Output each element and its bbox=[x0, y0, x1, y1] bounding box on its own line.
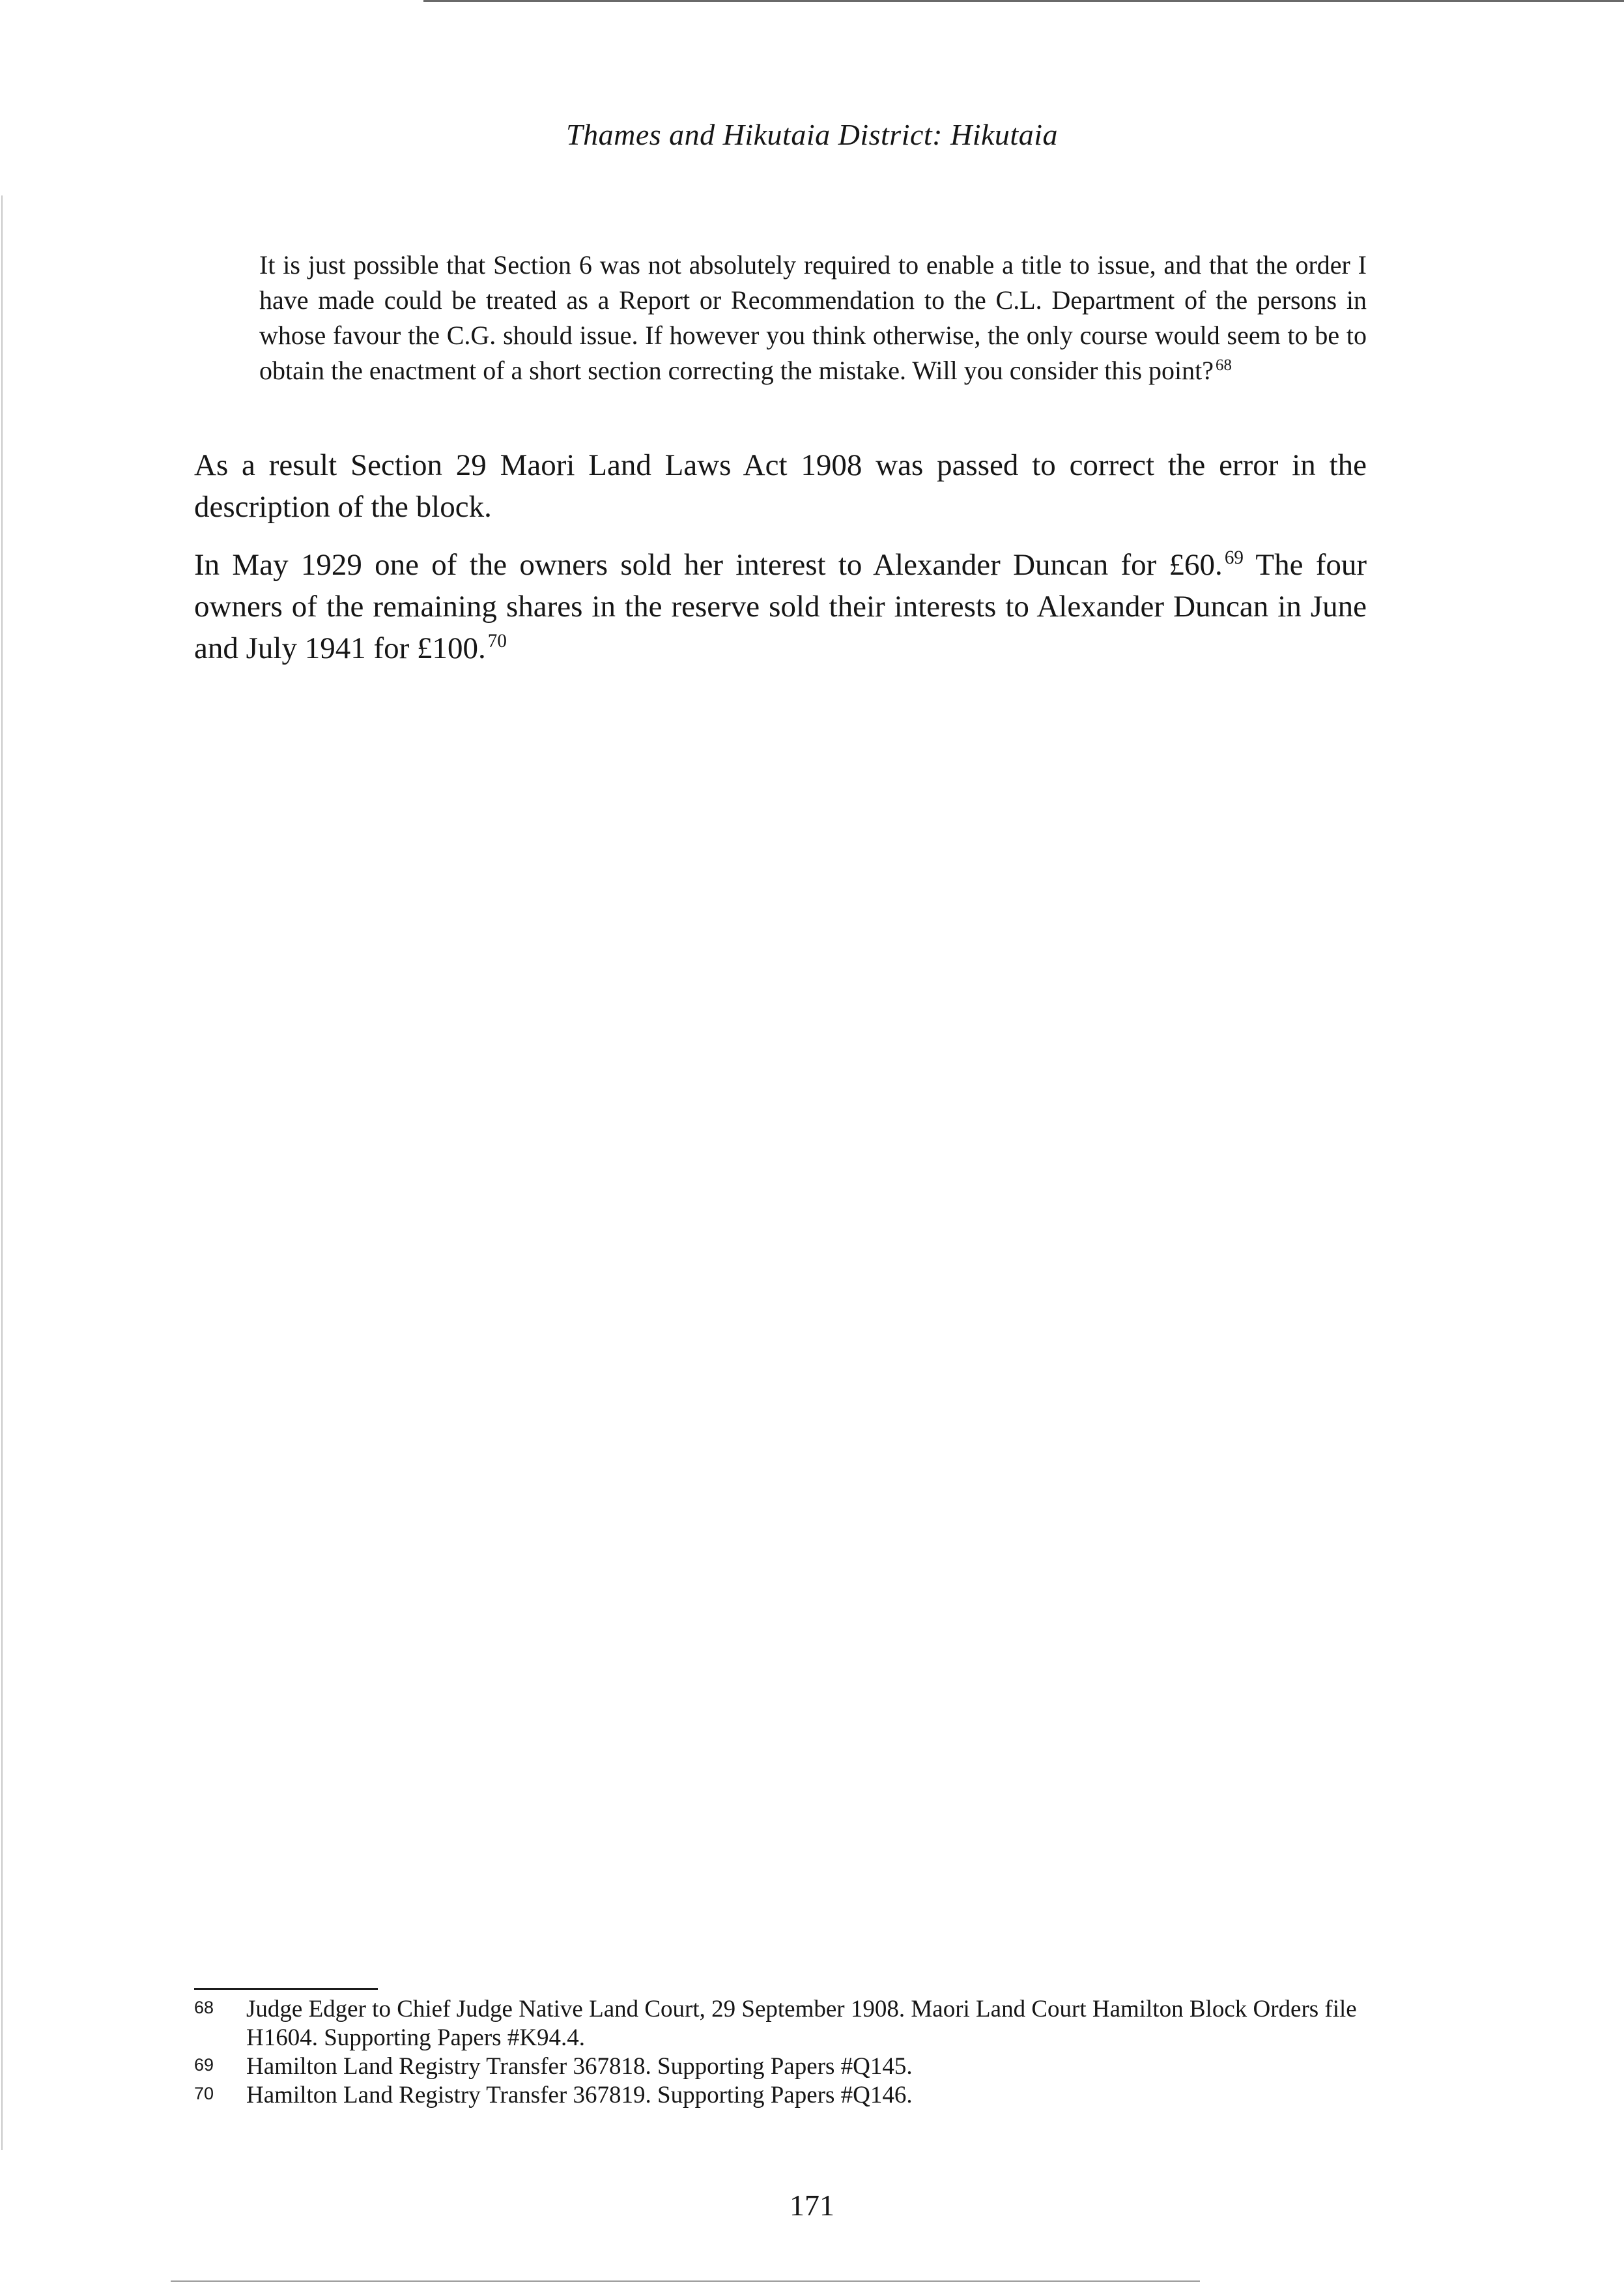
footnote-number: 70 bbox=[194, 2084, 214, 2103]
footnote-70 bbox=[194, 2081, 1380, 2110]
body-paragraph-text: As a result Section 29 Maori Land Laws Act 1908 was passed to correct the error in the description of the block. bbox=[194, 448, 1367, 524]
footnote-number: 69 bbox=[194, 2055, 214, 2075]
footnote-68 bbox=[194, 1995, 1380, 2052]
footnote-69 bbox=[194, 2052, 1380, 2081]
body-paragraph bbox=[194, 544, 1367, 669]
block-quote bbox=[259, 248, 1367, 388]
bottom-page-edge-rule bbox=[171, 2280, 1200, 2282]
body-paragraph bbox=[194, 444, 1367, 528]
footnote-ref-70[interactable]: 70 bbox=[487, 631, 507, 652]
footnote-text: Hamilton Land Registry Transfer 367819. Supporting Papers #Q146. bbox=[246, 2082, 913, 2108]
footnote-ref-68[interactable]: 68 bbox=[1216, 356, 1232, 374]
footnote-number: 68 bbox=[194, 1998, 214, 2017]
body-paragraph-text: In May 1929 one of the owners sold her interest to Alexander Duncan for £60. bbox=[194, 548, 1223, 582]
left-page-edge bbox=[1, 195, 3, 2150]
top-page-edge-rule bbox=[423, 0, 1624, 2]
block-quote-text: It is just possible that Section 6 was not absolutely required to enable a title to issue, and that the order I have made could be treated as a Report or Recommendation to the C.L. Department of the persons in whose favour the C.G. should issue. If however you think otherwise, the only course would seem to be to obtain the enactment of a short section correcting the mistake. Will you consider this point? bbox=[259, 250, 1367, 385]
page-number: 171 bbox=[790, 2189, 834, 2222]
footnote-ref-69[interactable]: 69 bbox=[1224, 547, 1244, 569]
footnote-text: Hamilton Land Registry Transfer 367818. Supporting Papers #Q145. bbox=[246, 2053, 913, 2080]
running-head: Thames and Hikutaia District: Hikutaia bbox=[566, 118, 1058, 151]
footnote-separator bbox=[194, 1988, 378, 1990]
footnote-text: Judge Edger to Chief Judge Native Land Court, 29 September 1908. Maori Land Court Hamilton Block Orders file H1604. Supporting Papers #K94.4. bbox=[246, 1996, 1357, 2051]
body-paragraph-text: The four owners of the remaining shares in the reserve sold their interests to Alexander Duncan in June and July 1941 for £100. bbox=[194, 548, 1367, 665]
footnotes bbox=[194, 1995, 1380, 2110]
